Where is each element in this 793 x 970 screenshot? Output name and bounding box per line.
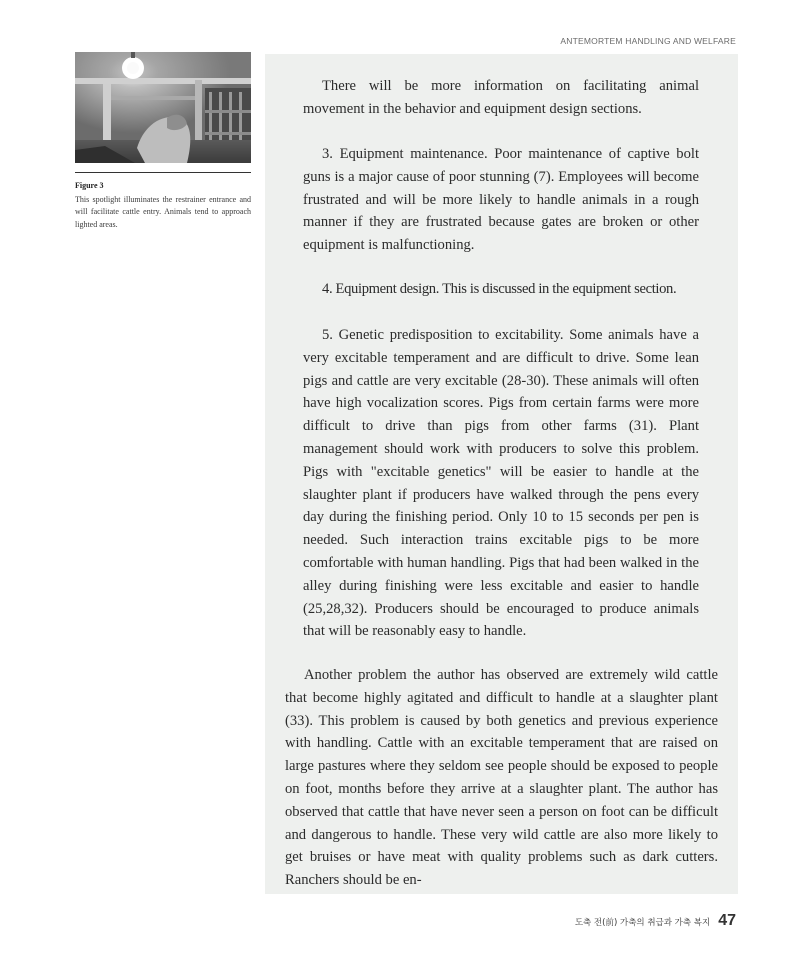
figure-caption-text: This spotlight illuminates the restrainer entrance and will facilitate cattle entry. Animals tend to approach lighted areas.: [75, 194, 251, 229]
paragraph-movement: There will be more information on facilitating animal movement in the behavior and equipment design sections.: [303, 78, 699, 117]
footer-book-title: 도축 전(前) 가축의 취급과 가축 복지: [574, 918, 711, 928]
caption-rule: [75, 172, 251, 173]
figure-photo: [75, 52, 251, 163]
paragraph-wild-cattle: Another problem the author has observed are extremely wild cattle that become highly agitated and difficult to handle at a slaughter plant (33). This problem is caused by both genetics and previous experience with handling. Cattle with an excitable temperament that are raised on large pastures where they seldom see people should be exposed to people on foot, months before they arrive at a slaughter plant. The author has observed that cattle that have never seen a person on foot can be difficult and dangerous to handle. These very wild cattle are also more likely to get bruises or have meat with quality problems such as dark cutters. Ranchers should be en-: [285, 667, 718, 889]
running-header: ANTEMORTEM HANDLING AND WELFARE: [560, 36, 736, 46]
figure-label: Figure 3: [75, 181, 104, 190]
page-footer: [575, 912, 736, 930]
restrainer-spotlight-image: [75, 52, 251, 163]
page-number: 47: [718, 912, 736, 929]
paragraph-equipment-maintenance: 3. Equipment maintenance. Poor maintenance of captive bolt guns is a major cause of poor stunning (7). Employees will become frustrated and will be more likely to handle animals in a rough manner if they are frustrated because gates are broken or other equipment is malfunctioning.: [303, 146, 699, 254]
paragraph-genetic-predisposition: 5. Genetic predisposition to excitability. Some animals have a very excitable temperament and are difficult to drive. Some lean pigs and cattle are very excitable (28-30). These animals will often have high vocalization scores. Pigs from certain farms were more difficult to drive than pigs from other farms (31). Plant management should work with producers to solve this problem. Pigs with "excitable genetics" will be easier to handle at the slaughter plant if producers have walked through the pens every day during the finishing period. Only 10 to 15 seconds per pen is needed. Such interaction trains excitable pigs to be more comfortable with human handling. Pigs that had been walked in the alley during finishing were less excitable and easier to handle (25,28,32). Producers should be encouraged to produce animals that will be reasonably easy to handle.: [303, 327, 699, 640]
paragraph-equipment-design: 4. Equipment design. This is discussed in the equipment section.: [322, 281, 677, 297]
figure-caption: [75, 180, 251, 231]
